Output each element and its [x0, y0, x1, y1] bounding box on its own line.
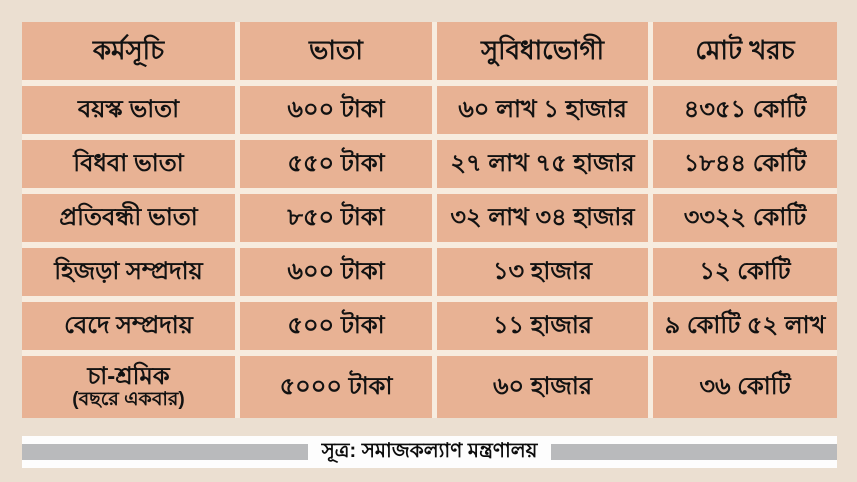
divider-bar-left — [22, 444, 308, 460]
cell-beneficiaries: ১১ হাজার — [437, 302, 648, 350]
cell-beneficiaries: ২৭ লাখ ৭৫ হাজার — [437, 140, 648, 188]
cell-program — [22, 356, 235, 418]
column-header-total-cost: মোট খরচ — [653, 22, 837, 80]
cell-allowance: ৮৫০ টাকা — [240, 194, 432, 242]
cell-beneficiaries: ৬০ হাজার — [437, 356, 648, 418]
cell-total-cost: ৩৬ কোটি — [653, 356, 837, 418]
cell-program: হিজড়া সম্প্রদায় — [22, 248, 235, 296]
cell-allowance: ৬০০ টাকা — [240, 86, 432, 134]
cell-total-cost: ৯ কোটি ৫২ লাখ — [653, 302, 837, 350]
cell-program: বেদে সম্প্রদায় — [22, 302, 235, 350]
cell-allowance: ৫৫০ টাকা — [240, 140, 432, 188]
column-header-beneficiaries: সুবিধাভোগী — [437, 22, 648, 80]
cell-allowance: ৫০০ টাকা — [240, 302, 432, 350]
cell-total-cost: ১৮৪৪ কোটি — [653, 140, 837, 188]
program-note-label: (বছরে একবার) — [72, 389, 185, 411]
cell-program: বিধবা ভাতা — [22, 140, 235, 188]
column-header-allowance: ভাতা — [240, 22, 432, 80]
cell-program: প্রতিবন্ধী ভাতা — [22, 194, 235, 242]
program-main-label: চা-শ্রমিক — [87, 362, 170, 390]
cell-program: বয়স্ক ভাতা — [22, 86, 235, 134]
cell-total-cost: ১২ কোটি — [653, 248, 837, 296]
cell-allowance: ৫০০০ টাকা — [240, 356, 432, 418]
cell-total-cost: ৪৩৫১ কোটি — [653, 86, 837, 134]
cell-total-cost: ৩৩২২ কোটি — [653, 194, 837, 242]
column-header-program: কর্মসূচি — [22, 22, 235, 80]
cell-beneficiaries: ৩২ লাখ ৩৪ হাজার — [437, 194, 648, 242]
cell-beneficiaries: ৬০ লাখ ১ হাজার — [437, 86, 648, 134]
source-band — [22, 436, 837, 468]
benefits-table — [22, 22, 837, 418]
divider-bar-right — [551, 444, 837, 460]
cell-allowance: ৬০০ টাকা — [240, 248, 432, 296]
source-text: সূত্র: সমাজকল্যাণ মন্ত্রণালয় — [321, 439, 538, 462]
cell-beneficiaries: ১৩ হাজার — [437, 248, 648, 296]
